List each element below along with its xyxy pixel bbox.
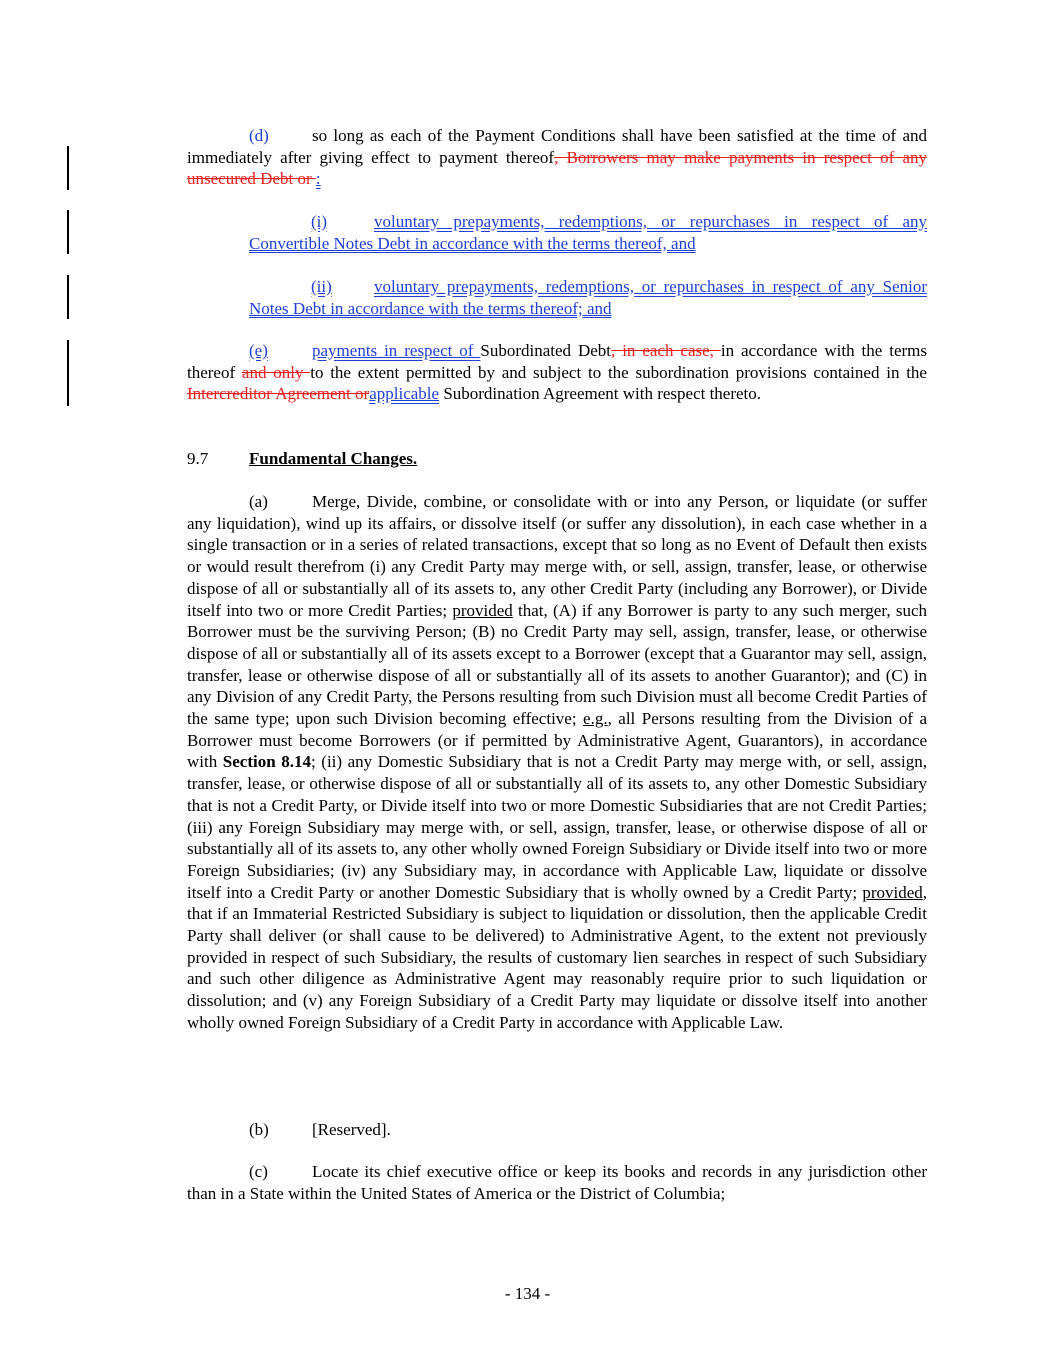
clause-e-deleted-1: , in each case,	[611, 341, 721, 360]
section-heading	[187, 448, 927, 470]
clause-d	[187, 125, 927, 190]
clause-e-label: (e)	[249, 341, 268, 360]
clause-d-label: (d)	[249, 126, 269, 145]
page-number: - 134 -	[504, 1284, 551, 1303]
clause-e-inserted-1: payments in respect of	[312, 341, 481, 360]
clause-a-provided-2: provided	[862, 882, 923, 902]
clause-d-inserted: :	[315, 169, 321, 189]
change-bar	[67, 210, 69, 254]
clause-d-i	[249, 211, 927, 254]
change-bar	[67, 146, 69, 190]
clause-c-label: (c)	[249, 1162, 268, 1181]
clause-a-eg: e.g.	[583, 709, 608, 729]
clause-e-text-1: Subordinated Debt	[480, 341, 612, 360]
clause-e-deleted-2: and only	[241, 362, 311, 382]
clause-d-deleted: , Borrowers may make payments in respect of any unsecured Debt or	[187, 147, 927, 189]
clause-a-text-4: ; (ii) any Domestic Subsidiary that is not a Credit Party may merge with, or sell, assign, transfer, lease, or otherwise dispose of all or substantially all of its assets to, any other Domestic Subsidiary that is not a Credit Party, or Divide itself into two or more Domestic Subsidiaries that are not Credit Parties; (iii) any Foreign Subsidiary may merge with, or sell, assign, transfer, lease, or otherwise dispose of all or substantially all of its assets to, any other wholly owned Foreign Subsidiary or Divide itself into two or more Foreign Subsidiaries; (iv) any Subsidiary may, in accordance with Applicable Law, liquidate or dissolve itself into a Credit Party or another Domestic Subsidiary that is wholly owned by a Credit Party;	[187, 752, 927, 902]
clause-e-inserted-2: applicable	[369, 384, 440, 404]
clause-a-label: (a)	[249, 492, 268, 511]
section-number: 9.7	[187, 449, 209, 468]
clause-a-provided-1: provided	[452, 600, 513, 620]
clause-e-deleted-3: Intercreditor Agreement or	[187, 384, 370, 404]
clause-a-text-1: Merge, Divide, combine, or consolidate with or into any Person, or liquidate (or suffer any liquidation), wind up its affairs, or dissolve itself (or suffer any dissolution), in each case whether in a single transaction or in a series of related transactions, except that so long as no Event of Default then exists or would result therefrom (i) any Credit Party may merge with, or sell, assign, transfer, lease, or otherwise dispose of all or substantially all of its assets to, any other Credit Party (including any Borrower), or Divide itself into two or more Credit Parties;	[187, 492, 927, 620]
clause-c-text: Locate its chief executive office or keep its books and records in any jurisdiction other than in a State within the United States of America or the District of Columbia;	[187, 1162, 927, 1203]
clause-a-text-3: , all Persons resulting from the Division of a Borrower must become Borrowers (or if permitted by Administrative Agent, Guarantors), in accordance with	[187, 709, 927, 772]
clause-c	[187, 1161, 927, 1204]
clause-d-ii-text: voluntary prepayments, redemptions, or repurchases in respect of any Senior Notes Debt in accordance with the terms thereof; and	[249, 277, 927, 318]
clause-a-section-ref: Section 8.14	[222, 752, 311, 772]
clause-a	[187, 491, 927, 1034]
clause-a-text-2: that, (A) if any Borrower is party to any such merger, such Borrower must be the surviving Person; (B) no Credit Party may sell, assign, transfer, lease, or otherwise dispose of all or substantially all of its assets except to a Borrower (except that a Guarantor may sell, assign, transfer, lease or otherwise dispose of all or substantially all of its assets to another Guarantor); and (C) in any Division of any Credit Party, the Persons resulting from such Division must all become Credit Parties of the same type; upon such Division becoming effective;	[187, 600, 927, 729]
change-bar	[67, 340, 69, 406]
clause-e-text-2: in accordance with the terms thereof	[187, 341, 927, 382]
change-bar	[67, 275, 69, 319]
clause-e-text-4: Subordination Agreement with respect thereto.	[439, 384, 762, 404]
clause-d-i-text: voluntary prepayments, redemptions, or repurchases in respect of any Convertible Notes Debt in accordance with the terms thereof, and	[249, 212, 927, 253]
clause-d-text: so long as each of the Payment Conditions shall have been satisfied at the time of and immediately after giving effect to payment thereof	[187, 126, 927, 167]
clause-e	[187, 340, 927, 405]
section-title: Fundamental Changes.	[249, 449, 418, 468]
clause-d-i-label: (i)	[311, 212, 328, 231]
clause-a-text-5: , that if an Immaterial Restricted Subsidiary is subject to liquidation or dissolution, then the applicable Credit Party shall deliver (or shall cause to be delivered) to Administrative Agent, to the extent not previously provided in respect of such Subsidiary, the results of customary lien searches in respect of such Subsidiary and such other diligence as Administrative Agent may reasonably require prior to such liquidation or dissolution; and (v) any Foreign Subsidiary of a Credit Party may liquidate or dissolve itself into another wholly owned Foreign Subsidiary of a Credit Party in accordance with Applicable Law.	[187, 882, 927, 1032]
clause-b-label: (b)	[249, 1120, 269, 1139]
clause-e-text-3: to the extent permitted by and subject to the subordination provisions contained in the	[310, 362, 927, 382]
clause-d-ii-label: (ii)	[311, 277, 332, 296]
clause-b-text: [Reserved].	[312, 1120, 391, 1139]
clause-b	[187, 1119, 927, 1141]
clause-d-ii	[249, 276, 927, 319]
